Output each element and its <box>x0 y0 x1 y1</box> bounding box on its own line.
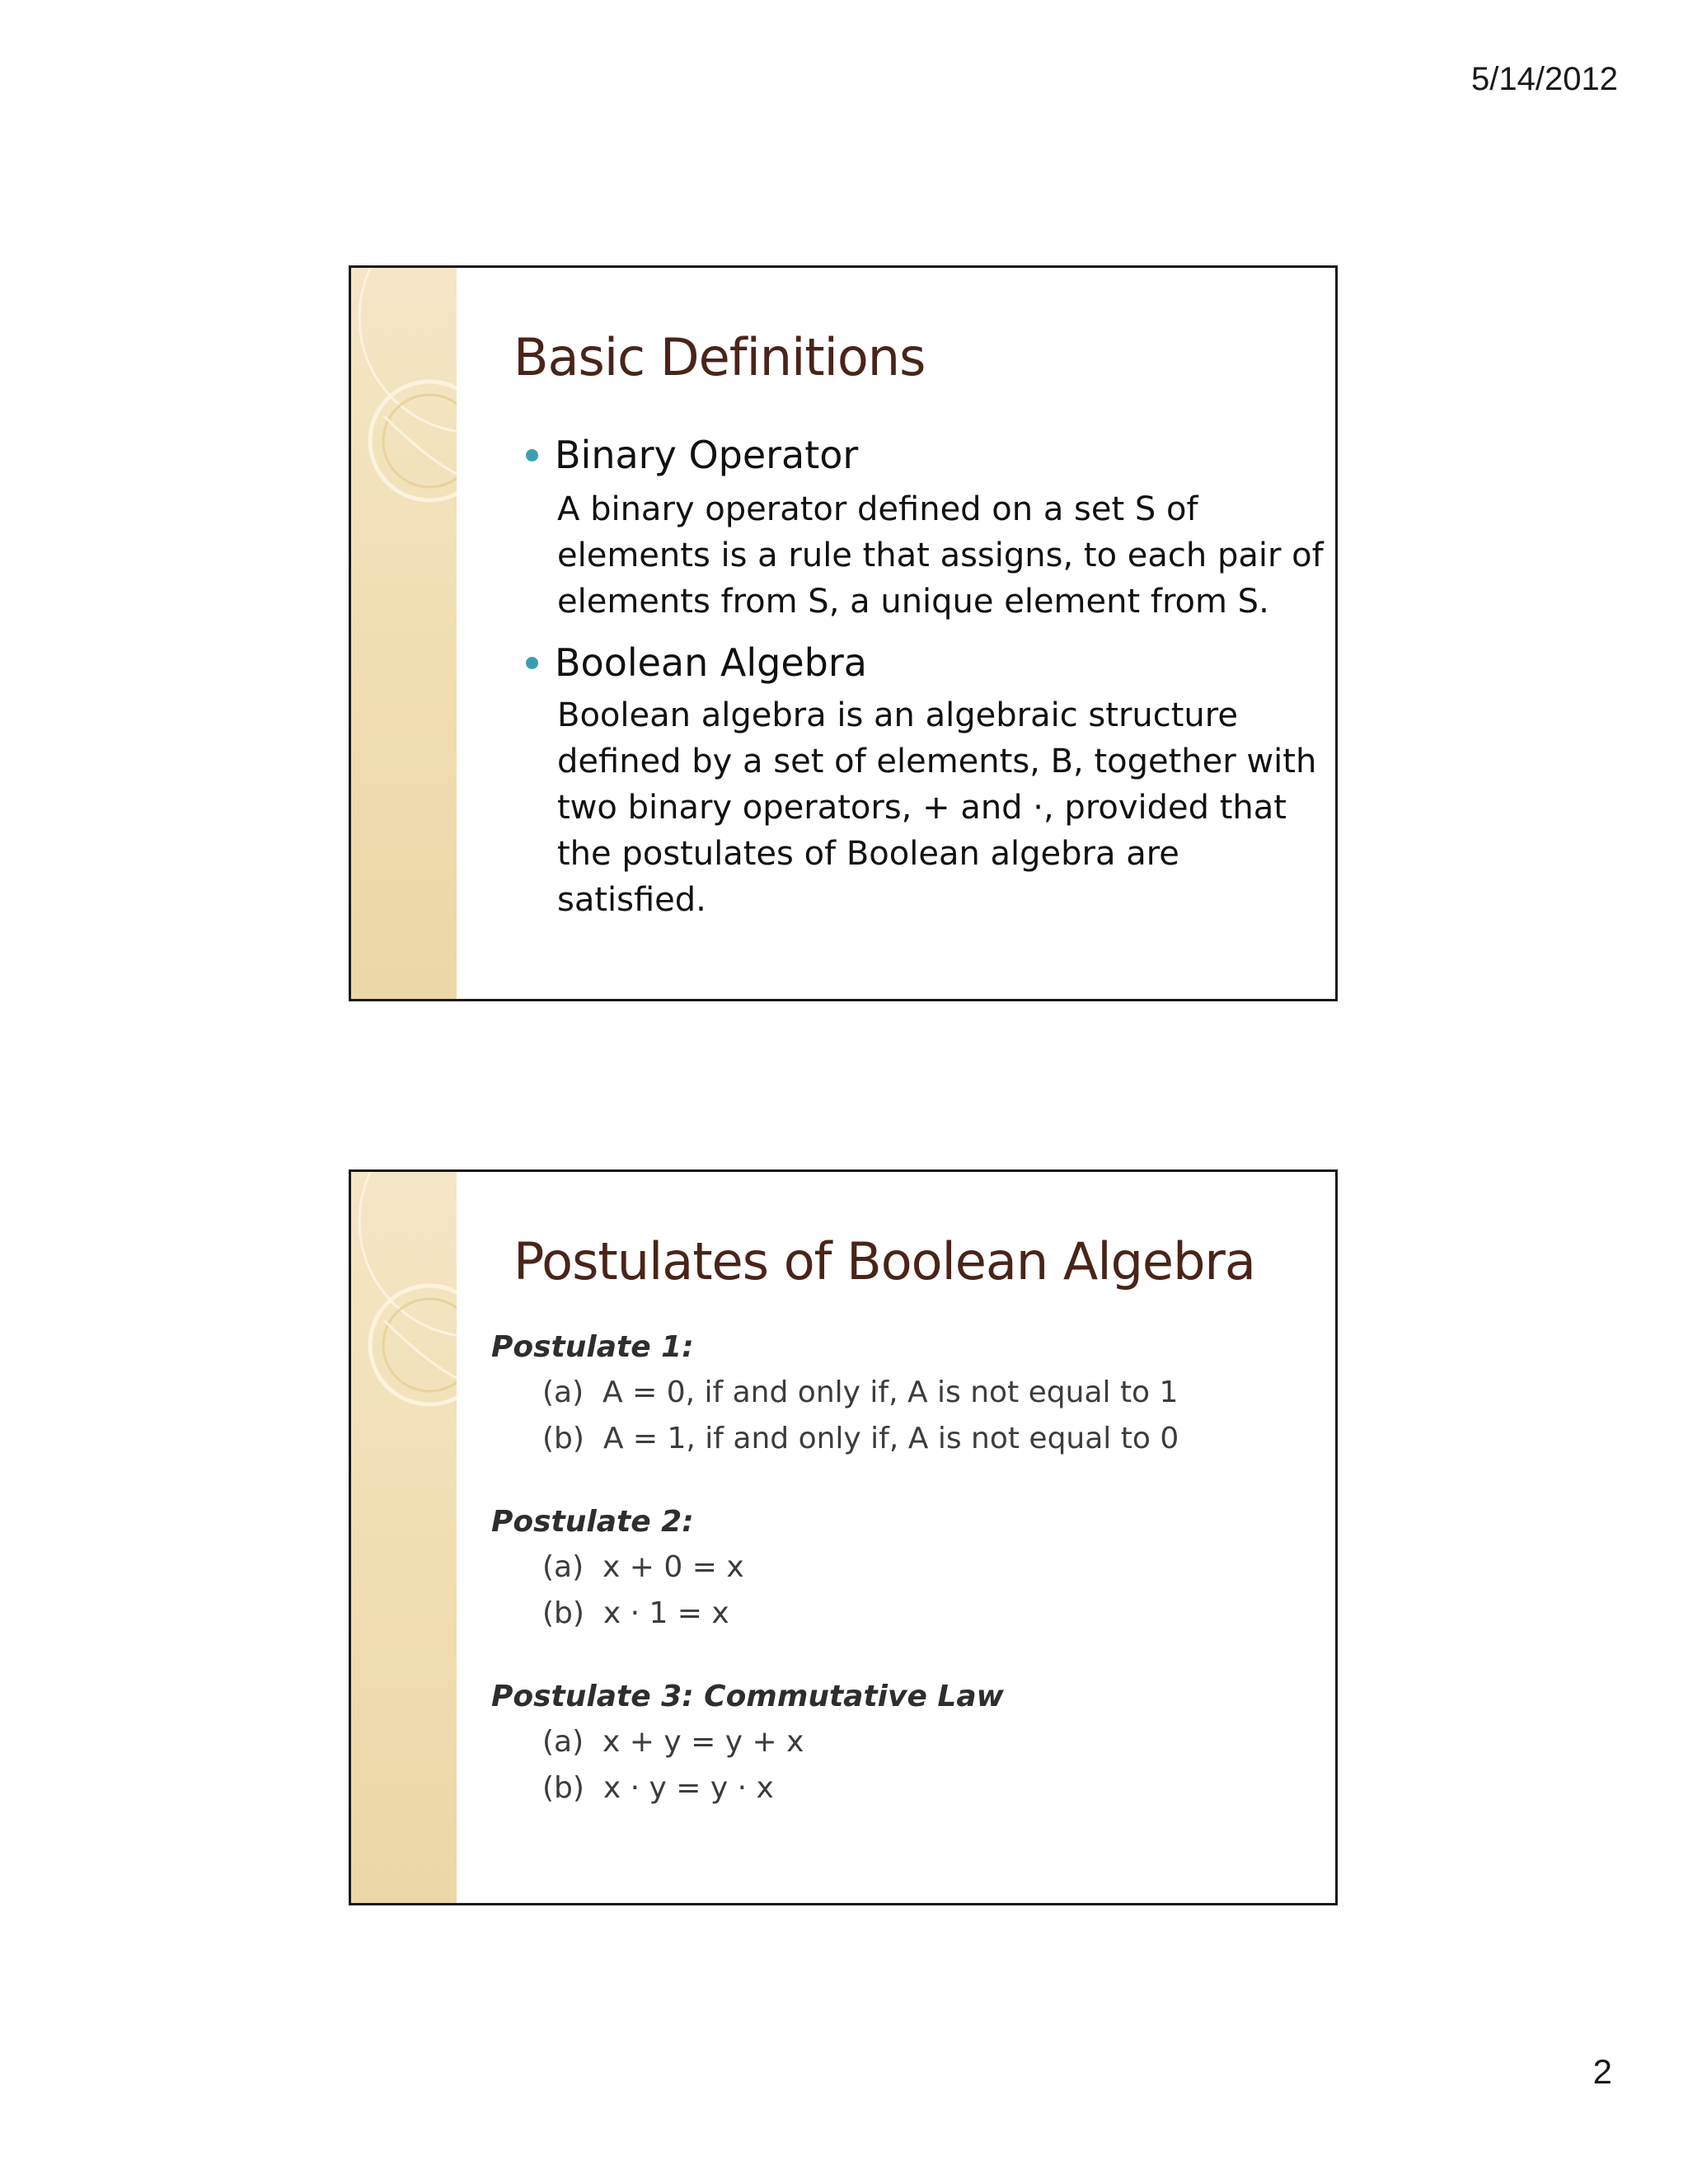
postulate-block <box>491 1675 1179 1811</box>
slide-postulates <box>349 1169 1338 1905</box>
slide-title: Basic Definitions <box>513 327 926 387</box>
bullet-heading-text: Boolean Algebra <box>555 640 867 685</box>
page-date: 5/14/2012 <box>1471 61 1618 97</box>
postulate-line: (a) A = 0, if and only if, A is not equal to 1 <box>542 1376 1179 1409</box>
bullet-heading-text: Binary Operator <box>555 433 859 477</box>
postulate-title: Postulate 2: <box>491 1505 694 1539</box>
bullet-body: A binary operator defined on a set S of elements is a rule that assigns, to each pair of elements from S, a unique element from S. <box>557 490 1324 621</box>
postulate-title: Postulate 1: <box>491 1330 694 1364</box>
decorative-circles-icon <box>351 268 457 1001</box>
bullet-body: Boolean algebra is an algebraic structure defined by a set of elements, B, together with two binary operators, + and ·, provided that the postulates of Boolean algebra are satisfied. <box>557 696 1317 919</box>
bullet-dot-icon <box>526 657 538 669</box>
postulate-line: (a) x + 0 = x <box>542 1550 744 1584</box>
postulate-block <box>491 1500 1179 1637</box>
slide-title: Postulates of Boolean Algebra <box>513 1231 1255 1291</box>
bullet-heading <box>526 640 867 685</box>
postulate-line: (b) x · 1 = x <box>542 1596 729 1630</box>
decorative-circles-icon <box>351 1172 457 1905</box>
postulate-line: (b) x · y = y · x <box>542 1771 774 1805</box>
postulates-list <box>491 1325 1179 1849</box>
slide-basic-definitions <box>349 265 1338 1001</box>
page-number: 2 <box>1592 2052 1612 2091</box>
slide-sidebar-decoration <box>351 268 457 999</box>
bullet-heading <box>526 433 858 477</box>
postulate-title: Postulate 3: Commutative Law <box>491 1680 1004 1713</box>
postulate-line: (a) x + y = y + x <box>542 1725 804 1759</box>
slide-sidebar-decoration <box>351 1172 457 1903</box>
postulate-line: (b) A = 1, if and only if, A is not equal to 0 <box>542 1422 1179 1455</box>
postulate-block <box>491 1325 1179 1462</box>
bullet-dot-icon <box>526 449 538 462</box>
